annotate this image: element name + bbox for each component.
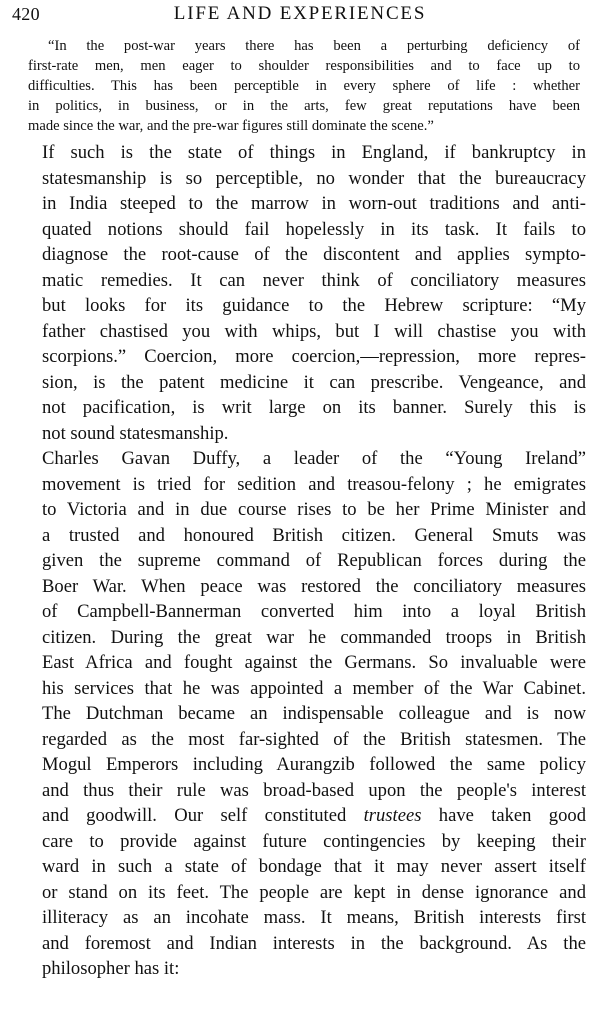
text-line: and goodwill. Our self constituted trustees have taken good bbox=[42, 805, 586, 826]
text-line: to Victoria and in due course rises to be her Prime Minister and bbox=[42, 499, 586, 520]
text-line: his services that he was appointed a member of the War Cabinet. bbox=[42, 677, 586, 699]
text-line: philosopher has it: bbox=[42, 958, 180, 979]
text-line: sion, is the patent medicine it can prescribe. Vengeance, and bbox=[42, 371, 586, 393]
text-line: matic remedies. It can never think of conciliatory measures bbox=[42, 269, 586, 291]
quote-line: first-rate men, men eager to shoulder responsibilities and to face up to bbox=[28, 58, 580, 74]
quote-line: in politics, in business, or in the arts, few great reputations have been bbox=[28, 98, 580, 114]
text-line: father chastised you with whips, but I will chastise you with bbox=[42, 320, 586, 342]
text-line: The Dutchman became an indispensable colleague and is now bbox=[42, 703, 586, 724]
text-line: and thus their rule was broad-based upon the people's interest bbox=[42, 779, 586, 801]
text-line: or stand on its feet. The people are kept in dense ignorance and bbox=[42, 881, 586, 903]
text-line: East Africa and fought against the Germans. So invaluable were bbox=[42, 652, 586, 673]
text-line: diagnose the root-cause of the discontent and applies sympto- bbox=[42, 244, 586, 265]
text-line: Mogul Emperors including Aurangzib followed the same policy bbox=[42, 754, 586, 775]
quote-line: made since the war, and the pre-war figures still dominate the scene.” bbox=[28, 118, 434, 134]
quote-line: “In the post-war years there has been a perturbing deficiency of bbox=[48, 38, 580, 54]
text-line: given the supreme command of Republican forces during the bbox=[42, 550, 586, 571]
text-line: of Campbell-Bannerman converted him into a loyal British bbox=[42, 601, 586, 622]
paragraph-1 bbox=[14, 140, 586, 446]
block-quote bbox=[28, 36, 580, 136]
quote-paragraph bbox=[28, 36, 580, 136]
paragraph-2 bbox=[14, 446, 586, 982]
text-line: citizen. During the great war he commanded troops in British bbox=[42, 626, 586, 648]
text-line: but looks for its guidance to the Hebrew scripture: “My bbox=[42, 295, 586, 316]
text-line: quated notions should fail hopelessly in its task. It fails to bbox=[42, 218, 586, 240]
text-line: a trusted and honoured British citizen. General Smuts was bbox=[42, 524, 586, 546]
text-line: care to provide against future contingencies by keeping their bbox=[42, 830, 586, 852]
text-line: illiteracy as an incohate mass. It means, British interests first bbox=[42, 907, 586, 928]
text-line: ward in such a state of bondage that it may never assert itself bbox=[42, 856, 586, 877]
emphasis-text: trustees bbox=[363, 805, 422, 826]
text-line: Boer War. When peace was restored the conciliatory measures bbox=[42, 575, 586, 597]
text-line: If such is the state of things in England, if bankruptcy in bbox=[42, 142, 586, 163]
text-line: and foremost and Indian interests in the background. As the bbox=[42, 932, 586, 954]
quote-line: difficulties. This has been perceptible in every sphere of life : whether bbox=[28, 78, 580, 94]
text-line: not sound statesmanship. bbox=[42, 422, 229, 444]
page-header bbox=[8, 2, 592, 28]
text-line: statesmanship is so perceptible, no wonder that the bureaucracy bbox=[42, 167, 586, 189]
text-line: movement is tried for sedition and treasou-felony ; he emigrates bbox=[42, 473, 586, 495]
text-line: not pacification, is writ large on its banner. Surely this is bbox=[42, 397, 586, 418]
body-text bbox=[14, 140, 586, 982]
text-line: regarded as the most far-sighted of the British statesmen. The bbox=[42, 728, 586, 750]
text-line: scorpions.” Coercion, more coercion,—repression, more repres- bbox=[42, 346, 586, 367]
text-line: Charles Gavan Duffy, a leader of the “Young Ireland” bbox=[42, 448, 586, 469]
running-head: LIFE AND EXPERIENCES bbox=[173, 3, 427, 24]
text-line: in India steeped to the marrow in worn-out traditions and anti- bbox=[42, 193, 586, 214]
page-number: 420 bbox=[12, 4, 40, 24]
